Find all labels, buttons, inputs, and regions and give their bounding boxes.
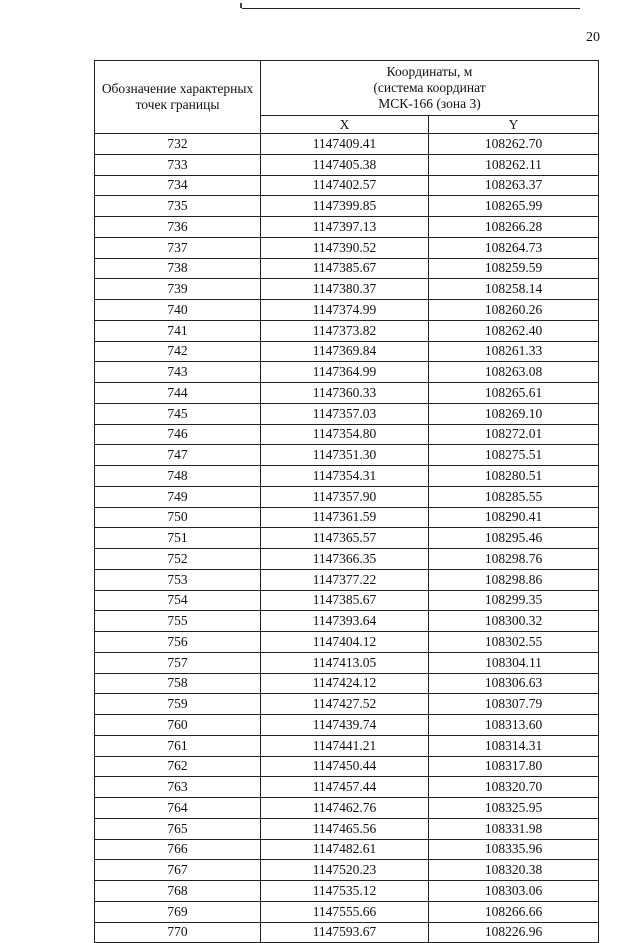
y-cell: 108317.80 — [429, 756, 599, 777]
table-row — [95, 590, 599, 611]
y-cell: 108263.08 — [429, 362, 599, 383]
y-cell: 108269.10 — [429, 403, 599, 424]
x-cell: 1147462.76 — [261, 798, 429, 819]
y-cell: 108320.38 — [429, 860, 599, 881]
table-row — [95, 652, 599, 673]
point-cell: 764 — [95, 798, 261, 819]
table-row — [95, 175, 599, 196]
table-row — [95, 735, 599, 756]
table-row — [95, 798, 599, 819]
y-cell: 108265.61 — [429, 383, 599, 404]
y-cell: 108304.11 — [429, 652, 599, 673]
x-cell: 1147409.41 — [261, 134, 429, 155]
x-cell: 1147393.64 — [261, 611, 429, 632]
y-cell: 108325.95 — [429, 798, 599, 819]
point-cell: 756 — [95, 632, 261, 653]
table-header — [95, 61, 599, 134]
coords-label-line1: Координаты, м — [386, 64, 473, 79]
point-cell: 770 — [95, 922, 261, 943]
table-row — [95, 818, 599, 839]
coords-column-header — [261, 61, 599, 116]
y-cell: 108260.26 — [429, 300, 599, 321]
point-cell: 768 — [95, 881, 261, 902]
y-cell: 108306.63 — [429, 673, 599, 694]
table-row — [95, 922, 599, 943]
x-cell: 1147380.37 — [261, 279, 429, 300]
y-cell: 108303.06 — [429, 881, 599, 902]
y-cell: 108261.33 — [429, 341, 599, 362]
x-cell: 1147450.44 — [261, 756, 429, 777]
table-row — [95, 839, 599, 860]
point-cell: 750 — [95, 507, 261, 528]
point-cell: 732 — [95, 134, 261, 155]
point-cell: 745 — [95, 403, 261, 424]
point-cell: 765 — [95, 818, 261, 839]
point-cell: 736 — [95, 217, 261, 238]
table-row — [95, 196, 599, 217]
table-row — [95, 901, 599, 922]
x-cell: 1147439.74 — [261, 715, 429, 736]
point-cell: 761 — [95, 735, 261, 756]
x-cell: 1147520.23 — [261, 860, 429, 881]
x-cell: 1147404.12 — [261, 632, 429, 653]
y-cell: 108298.86 — [429, 569, 599, 590]
x-cell: 1147354.80 — [261, 424, 429, 445]
table-row — [95, 528, 599, 549]
y-cell: 108280.51 — [429, 466, 599, 487]
y-cell: 108262.70 — [429, 134, 599, 155]
x-cell: 1147402.57 — [261, 175, 429, 196]
point-column-header — [95, 61, 261, 134]
y-cell: 108262.11 — [429, 154, 599, 175]
table-row — [95, 403, 599, 424]
x-cell: 1147351.30 — [261, 445, 429, 466]
x-cell: 1147441.21 — [261, 735, 429, 756]
point-column-label: Обозначение характерных точек границы — [101, 81, 254, 112]
x-cell: 1147457.44 — [261, 777, 429, 798]
x-cell: 1147427.52 — [261, 694, 429, 715]
table-row — [95, 424, 599, 445]
y-cell: 108302.55 — [429, 632, 599, 653]
point-cell: 763 — [95, 777, 261, 798]
point-cell: 735 — [95, 196, 261, 217]
point-cell: 755 — [95, 611, 261, 632]
point-cell: 769 — [95, 901, 261, 922]
x-cell: 1147357.90 — [261, 486, 429, 507]
x-cell: 1147390.52 — [261, 237, 429, 258]
y-cell: 108299.35 — [429, 590, 599, 611]
y-cell: 108313.60 — [429, 715, 599, 736]
point-cell: 738 — [95, 258, 261, 279]
x-cell: 1147424.12 — [261, 673, 429, 694]
table-row — [95, 632, 599, 653]
point-cell: 743 — [95, 362, 261, 383]
table-row — [95, 507, 599, 528]
x-cell: 1147405.38 — [261, 154, 429, 175]
y-cell: 108263.37 — [429, 175, 599, 196]
table-row — [95, 445, 599, 466]
x-cell: 1147365.57 — [261, 528, 429, 549]
point-cell: 749 — [95, 486, 261, 507]
x-cell: 1147535.12 — [261, 881, 429, 902]
table-row — [95, 383, 599, 404]
table-row — [95, 258, 599, 279]
table-row — [95, 881, 599, 902]
table-row — [95, 549, 599, 570]
x-cell: 1147364.99 — [261, 362, 429, 383]
y-cell: 108320.70 — [429, 777, 599, 798]
y-cell: 108258.14 — [429, 279, 599, 300]
x-cell: 1147465.56 — [261, 818, 429, 839]
table-row — [95, 611, 599, 632]
point-cell: 762 — [95, 756, 261, 777]
y-cell: 108266.28 — [429, 217, 599, 238]
point-cell: 737 — [95, 237, 261, 258]
point-cell: 734 — [95, 175, 261, 196]
x-cell: 1147593.67 — [261, 922, 429, 943]
table-row — [95, 362, 599, 383]
x-cell: 1147357.03 — [261, 403, 429, 424]
x-cell: 1147385.67 — [261, 258, 429, 279]
y-cell: 108335.96 — [429, 839, 599, 860]
point-cell: 759 — [95, 694, 261, 715]
x-cell: 1147374.99 — [261, 300, 429, 321]
x-cell: 1147399.85 — [261, 196, 429, 217]
y-cell: 108295.46 — [429, 528, 599, 549]
x-cell: 1147360.33 — [261, 383, 429, 404]
y-cell: 108266.66 — [429, 901, 599, 922]
point-cell: 757 — [95, 652, 261, 673]
point-cell: 760 — [95, 715, 261, 736]
x-cell: 1147385.67 — [261, 590, 429, 611]
table-row — [95, 694, 599, 715]
x-cell: 1147361.59 — [261, 507, 429, 528]
table-row — [95, 466, 599, 487]
point-cell: 754 — [95, 590, 261, 611]
y-cell: 108262.40 — [429, 320, 599, 341]
x-cell: 1147413.05 — [261, 652, 429, 673]
y-cell: 108275.51 — [429, 445, 599, 466]
point-cell: 739 — [95, 279, 261, 300]
y-cell: 108226.96 — [429, 922, 599, 943]
page-number: 20 — [586, 30, 600, 45]
x-cell: 1147377.22 — [261, 569, 429, 590]
table-row — [95, 154, 599, 175]
x-cell: 1147482.61 — [261, 839, 429, 860]
point-cell: 742 — [95, 341, 261, 362]
point-cell: 748 — [95, 466, 261, 487]
table-row — [95, 756, 599, 777]
y-cell: 108290.41 — [429, 507, 599, 528]
table-row — [95, 217, 599, 238]
y-cell: 108331.98 — [429, 818, 599, 839]
table-row — [95, 341, 599, 362]
point-cell: 740 — [95, 300, 261, 321]
x-cell: 1147354.31 — [261, 466, 429, 487]
y-column-header: Y — [429, 116, 599, 134]
x-cell: 1147373.82 — [261, 320, 429, 341]
table-row — [95, 486, 599, 507]
x-cell: 1147397.13 — [261, 217, 429, 238]
point-cell: 753 — [95, 569, 261, 590]
point-cell: 733 — [95, 154, 261, 175]
y-cell: 108298.76 — [429, 549, 599, 570]
point-cell: 747 — [95, 445, 261, 466]
coords-label-line3: МСК-166 (зона 3) — [378, 96, 481, 111]
point-cell: 752 — [95, 549, 261, 570]
table-row — [95, 320, 599, 341]
point-cell: 766 — [95, 839, 261, 860]
y-cell: 108265.99 — [429, 196, 599, 217]
y-cell: 108314.31 — [429, 735, 599, 756]
y-cell: 108307.79 — [429, 694, 599, 715]
table-row — [95, 569, 599, 590]
point-cell: 741 — [95, 320, 261, 341]
x-cell: 1147369.84 — [261, 341, 429, 362]
table-body — [95, 134, 599, 943]
table-row — [95, 279, 599, 300]
table-row — [95, 777, 599, 798]
x-cell: 1147366.35 — [261, 549, 429, 570]
y-cell: 108259.59 — [429, 258, 599, 279]
y-cell: 108264.73 — [429, 237, 599, 258]
coordinates-table — [94, 60, 599, 943]
point-cell: 758 — [95, 673, 261, 694]
point-cell: 751 — [95, 528, 261, 549]
x-cell: 1147555.66 — [261, 901, 429, 922]
table-row — [95, 673, 599, 694]
table-row — [95, 300, 599, 321]
y-cell: 108300.32 — [429, 611, 599, 632]
point-cell: 744 — [95, 383, 261, 404]
table-row — [95, 237, 599, 258]
header-rule — [242, 8, 580, 9]
y-cell: 108285.55 — [429, 486, 599, 507]
point-cell: 767 — [95, 860, 261, 881]
coords-label-line2: (система координат — [373, 80, 486, 95]
point-cell: 746 — [95, 424, 261, 445]
table-row — [95, 860, 599, 881]
table-row — [95, 134, 599, 155]
x-column-header: X — [261, 116, 429, 134]
table-row — [95, 715, 599, 736]
y-cell: 108272.01 — [429, 424, 599, 445]
